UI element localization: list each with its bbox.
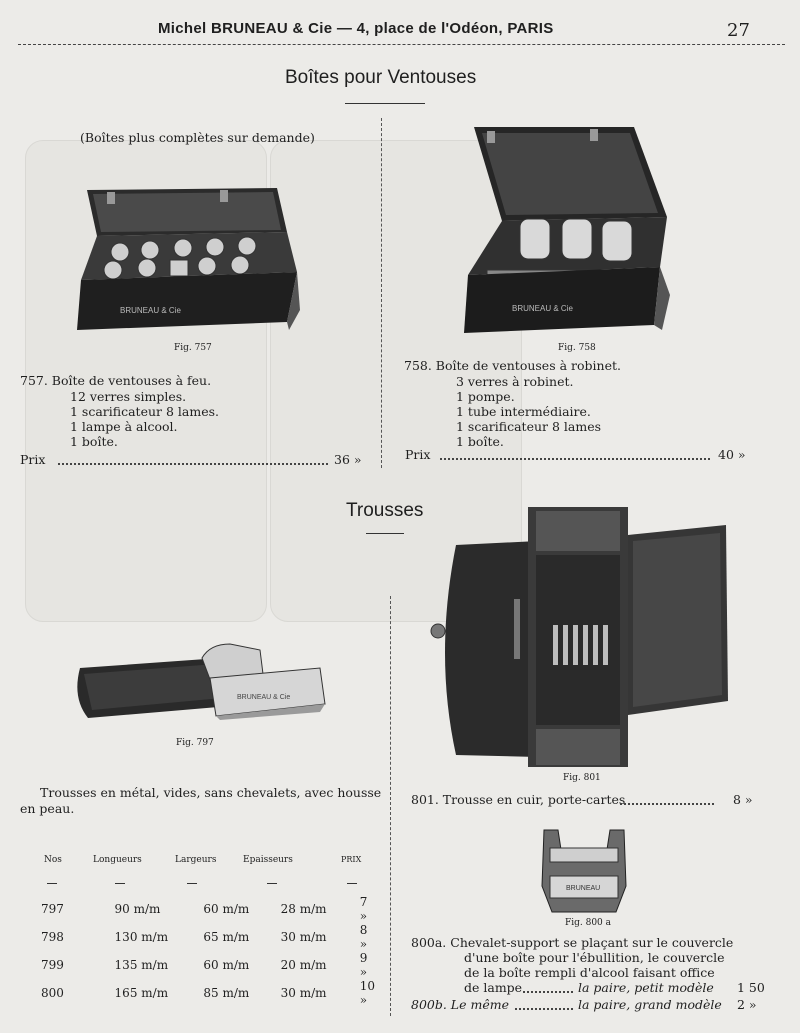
column-divider bbox=[390, 596, 391, 1016]
cell-largeur: 85 m/m bbox=[203, 986, 250, 1000]
cupping-box-757-illustration bbox=[75, 180, 300, 340]
leader-dots bbox=[58, 463, 328, 465]
item-800a-line: d'une boîte pour l'ébullition, le couvercle bbox=[464, 950, 725, 965]
item-758-price: 40 » bbox=[718, 447, 746, 462]
header-dash bbox=[347, 883, 357, 884]
section-title-trousses: Trousses bbox=[346, 500, 424, 521]
fig-757-caption: Fig. 757 bbox=[174, 343, 212, 353]
item-758-line: 1 tube intermédiaire. bbox=[456, 404, 591, 419]
item-800a-line: 800a. Chevalet-support se plaçant sur le couvercle bbox=[411, 935, 734, 950]
item-800b-text: 800b. Le même bbox=[411, 997, 509, 1012]
header-dash bbox=[115, 883, 125, 884]
column-divider bbox=[381, 118, 382, 468]
table-row bbox=[35, 895, 375, 923]
price-label: Prix bbox=[405, 447, 431, 462]
item-758-line: 1 pompe. bbox=[456, 389, 515, 404]
table-header: PRIX bbox=[341, 855, 362, 864]
cell-epaisseur: 20 m/m bbox=[280, 958, 327, 972]
cell-epaisseur: 28 m/m bbox=[280, 902, 327, 916]
sizes-table bbox=[35, 855, 375, 1007]
item-800b-price: 2 » bbox=[737, 997, 757, 1012]
cell-no: 800 bbox=[41, 986, 64, 1000]
sizes-table-body bbox=[35, 895, 375, 1007]
item-758-line: 1 boîte. bbox=[456, 434, 504, 449]
item-757-price: 36 » bbox=[334, 452, 362, 467]
box-brand-758: BRUNEAU & Cie bbox=[512, 304, 573, 313]
leader-dots bbox=[620, 803, 714, 805]
page-number: 27 bbox=[727, 20, 750, 41]
item-800a-price: 1 50 bbox=[737, 980, 765, 995]
item-758-heading: 758. Boîte de ventouses à robinet. bbox=[404, 358, 621, 373]
item-758-line: 1 scarificateur 8 lames bbox=[456, 419, 602, 434]
table-row bbox=[35, 951, 375, 979]
cell-epaisseur: 30 m/m bbox=[280, 930, 327, 944]
box-brand-757: BRUNEAU & Cie bbox=[120, 306, 181, 315]
item-757-line: 1 lampe à alcool. bbox=[70, 419, 178, 434]
case-brand-797: BRUNEAU & Cie bbox=[237, 694, 291, 701]
title-underline bbox=[366, 533, 404, 534]
item-800a-detail: la paire, petit modèle bbox=[578, 980, 714, 995]
fig-797-caption: Fig. 797 bbox=[176, 738, 214, 748]
header-dash bbox=[187, 883, 197, 884]
leader-dots bbox=[523, 991, 573, 993]
table-row bbox=[35, 979, 375, 1007]
cell-largeur: 65 m/m bbox=[203, 930, 250, 944]
cell-epaisseur: 30 m/m bbox=[280, 986, 327, 1000]
leader-dots bbox=[440, 458, 710, 460]
cell-longueur: 135 m/m bbox=[114, 958, 169, 972]
item-800a-line: de la boîte rempli d'alcool faisant office bbox=[464, 965, 715, 980]
cell-largeur: 60 m/m bbox=[203, 958, 250, 972]
table-header: Epaisseurs bbox=[243, 855, 293, 865]
header-title: Michel BRUNEAU & Cie — 4, place de l'Odéon, PARIS bbox=[158, 20, 554, 37]
fig-800a-caption: Fig. 800 a bbox=[565, 918, 612, 928]
table-header: Nos bbox=[44, 855, 62, 865]
stand-800a-illustration bbox=[536, 826, 632, 916]
fig-758-caption: Fig. 758 bbox=[558, 343, 596, 353]
item-757-heading: 757. Boîte de ventouses à feu. bbox=[20, 373, 212, 388]
cell-longueur: 90 m/m bbox=[114, 902, 161, 916]
cell-prix: 10 » bbox=[359, 979, 375, 1007]
cell-prix: 7 » bbox=[359, 895, 368, 923]
stand-brand-800a: BRUNEAU bbox=[566, 885, 601, 892]
table-row bbox=[35, 923, 375, 951]
section-title-ventouses: Boîtes pour Ventouses bbox=[285, 67, 477, 88]
item-797-description: Trousses en métal, vides, sans chevalets, avec housse bbox=[40, 785, 382, 800]
fig-801-caption: Fig. 801 bbox=[563, 773, 601, 783]
cell-prix: 9 » bbox=[359, 951, 368, 979]
leader-dots bbox=[515, 1008, 573, 1010]
cell-no: 799 bbox=[41, 958, 64, 972]
item-757-line: 1 boîte. bbox=[70, 434, 118, 449]
item-757-line: 1 scarificateur 8 lames. bbox=[70, 404, 219, 419]
item-797-description: en peau. bbox=[20, 801, 75, 816]
leather-case-801-illustration bbox=[428, 505, 733, 770]
item-801-price: 8 » bbox=[733, 792, 753, 807]
item-800a-line: de lampe bbox=[464, 980, 523, 995]
cell-prix: 8 » bbox=[359, 923, 368, 951]
item-757-line: 12 verres simples. bbox=[70, 389, 187, 404]
cell-longueur: 165 m/m bbox=[114, 986, 169, 1000]
section-note: (Boîtes plus complètes sur demande) bbox=[80, 130, 315, 145]
table-header: Largeurs bbox=[175, 855, 217, 865]
price-label: Prix bbox=[20, 452, 46, 467]
cell-longueur: 130 m/m bbox=[114, 930, 169, 944]
title-underline bbox=[345, 103, 425, 104]
page-header bbox=[0, 14, 800, 44]
cell-no: 797 bbox=[41, 902, 64, 916]
cell-no: 798 bbox=[41, 930, 64, 944]
header-dash bbox=[47, 883, 57, 884]
metal-case-797-illustration bbox=[70, 628, 335, 723]
header-dash bbox=[267, 883, 277, 884]
item-800b-detail: la paire, grand modèle bbox=[578, 997, 722, 1012]
item-758-line: 3 verres à robinet. bbox=[456, 374, 574, 389]
table-header: Longueurs bbox=[93, 855, 142, 865]
cell-largeur: 60 m/m bbox=[203, 902, 250, 916]
header-rule bbox=[18, 44, 785, 45]
item-801-text: 801. Trousse en cuir, porte-cartes bbox=[411, 792, 626, 807]
